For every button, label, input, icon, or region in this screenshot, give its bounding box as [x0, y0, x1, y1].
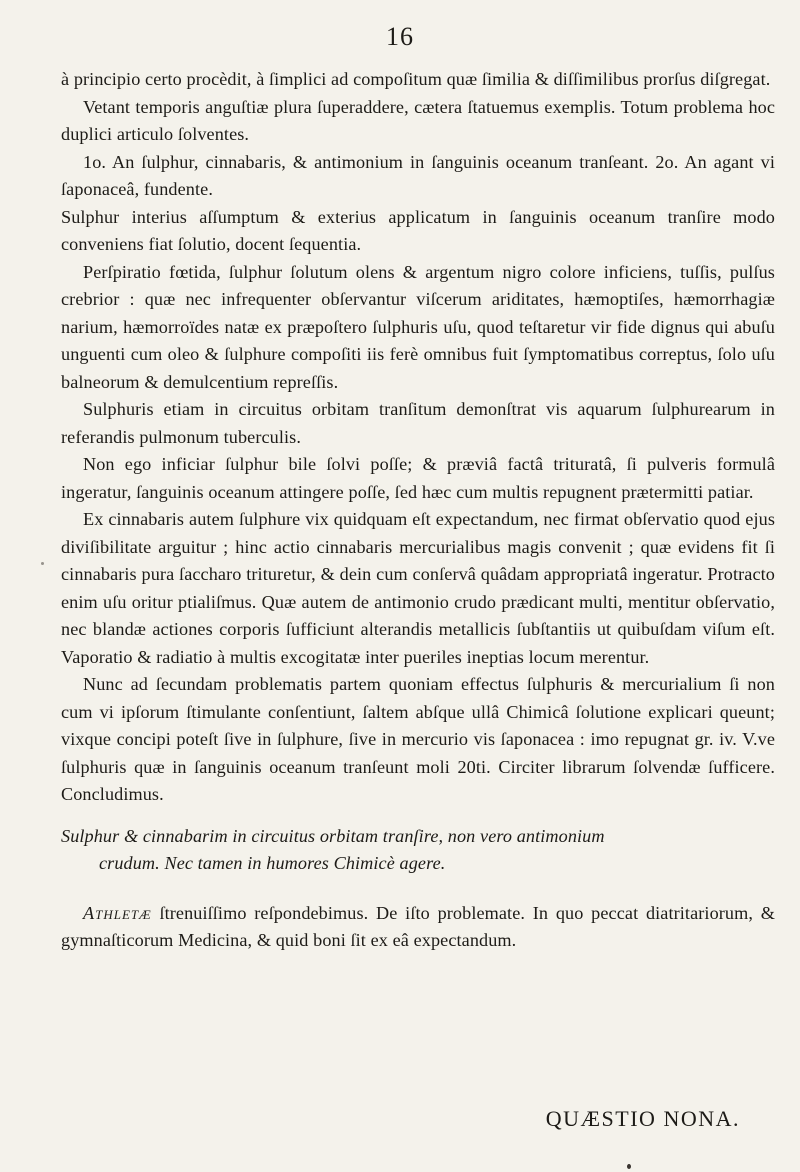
paragraph: Sulphur interius aſſumptum & exterius applicatum in ſanguinis oceanum tranſire modo conveniens fiat ſolutio, docent ſequentia. [61, 206, 775, 254]
next-section-heading: QUÆSTIO NONA. [545, 1106, 740, 1131]
closing-text: ſtrenuiſſimo reſpondebimus. De iſto problemate. In quo peccat diatritariorum, & gymnaſticorum Medicina, & quid boni ſit ex eâ expectandum. [61, 902, 775, 950]
conclusion-line-1: Sulphur & cinnabarim in circuitus orbitam tranſire, non vero antimonium [61, 825, 605, 846]
paragraph: Nunc ad ſecundam problematis partem quoniam effectus ſulphuris & mercurialium ſi non cum vi ipſorum ſtimulante conſentiunt, ſaltem abſque ullâ Chimicâ ſolutione explicari queunt; vixque concipi poteſt ſive in ſulphure, ſive in mercurio vis ſaponacea : imo repugnat gr. iv. V.ve ſulphuris quæ in ſanguinis oceanum tranſeunt moli 20ti. Circiter librarum ſolvendæ ſufficere. Concludimus. [61, 674, 775, 804]
page-body [61, 66, 775, 955]
paragraph: Non ego inficiar ſulphur bile ſolvi poſſe; & præviâ factâ trituratâ, ſi pulveris formulâ ingeratur, ſanguinis oceanum attingere poſſe, ſed hæc cum multis repugnent prætermitti patiar. [61, 454, 775, 502]
paragraph: à principio certo procèdit, à ſimplici ad compoſitum quæ ſimilia & diſſimilibus prorſus diſgregat. [61, 69, 771, 89]
closing-paragraph [61, 900, 775, 955]
paragraph: 1o. An ſulphur, cinnabaris, & antimonium in ſanguinis oceanum tranſeant. 2o. An agant vi ſaponaceâ, fundente. [61, 151, 775, 199]
ink-spot [41, 562, 44, 565]
athletae-word: Athletæ [83, 902, 152, 923]
ink-spot [627, 1164, 631, 1169]
paragraph: Ex cinnabaris autem ſulphure vix quidquam eſt expectandum, nec firmat obſervatio quod ejus diviſibilitate arguitur ; hinc actio cinnabaris mercurialibus magis convenit ; quæ evidens fit ſi cinnabaris pura ſaccharo trituretur, & dein cum conſervâ quâdam appropriatâ ingeratur. Protracto enim uſu oritur ptialiſmus. Quæ autem de antimonio crudo prædicant multi, mentitur obſervatio, nec blandæ actiones corporis ſufficiunt alterandis metallicis ſubſtantiis ut quibuſdam viſum eſt. Vaporatio & radiatio à multis excogitatæ inter pueriles ineptias locum merentur. [61, 509, 775, 667]
page-number: 16 [386, 22, 414, 51]
conclusion-line-2: crudum. Nec tamen in humores Chimicè agere. [99, 853, 446, 873]
paragraph: Perſpiratio fœtida, ſulphur ſolutum olens & argentum nigro colore inficiens, tuſſis, pulſus crebrior : quæ nec infrequenter obſervantur viſcerum ariditates, hæmoptiſes, hæmorrhagiæ narium, hæmorroïdes natæ ex præpoſtero ſulphuris uſu, quod teſtaretur vir fide dignus qui abuſu unguenti cum oleo & ſulphure compoſiti iis ferè omnibus fuit ſymptomatibus correptus, ſolo uſu balneorum & demulcentium repreſſis. [61, 261, 775, 392]
paragraph: Sulphuris etiam in circuitus orbitam tranſitum demonſtrat vis aquarum ſulphurearum in referandis pulmonum tuberculis. [61, 399, 775, 447]
conclusion [61, 823, 775, 878]
paragraph: Vetant temporis anguſtiæ plura ſuperaddere, cætera ſtatuemus exemplis. Totum problema hoc duplici articulo ſolventes. [61, 96, 775, 144]
